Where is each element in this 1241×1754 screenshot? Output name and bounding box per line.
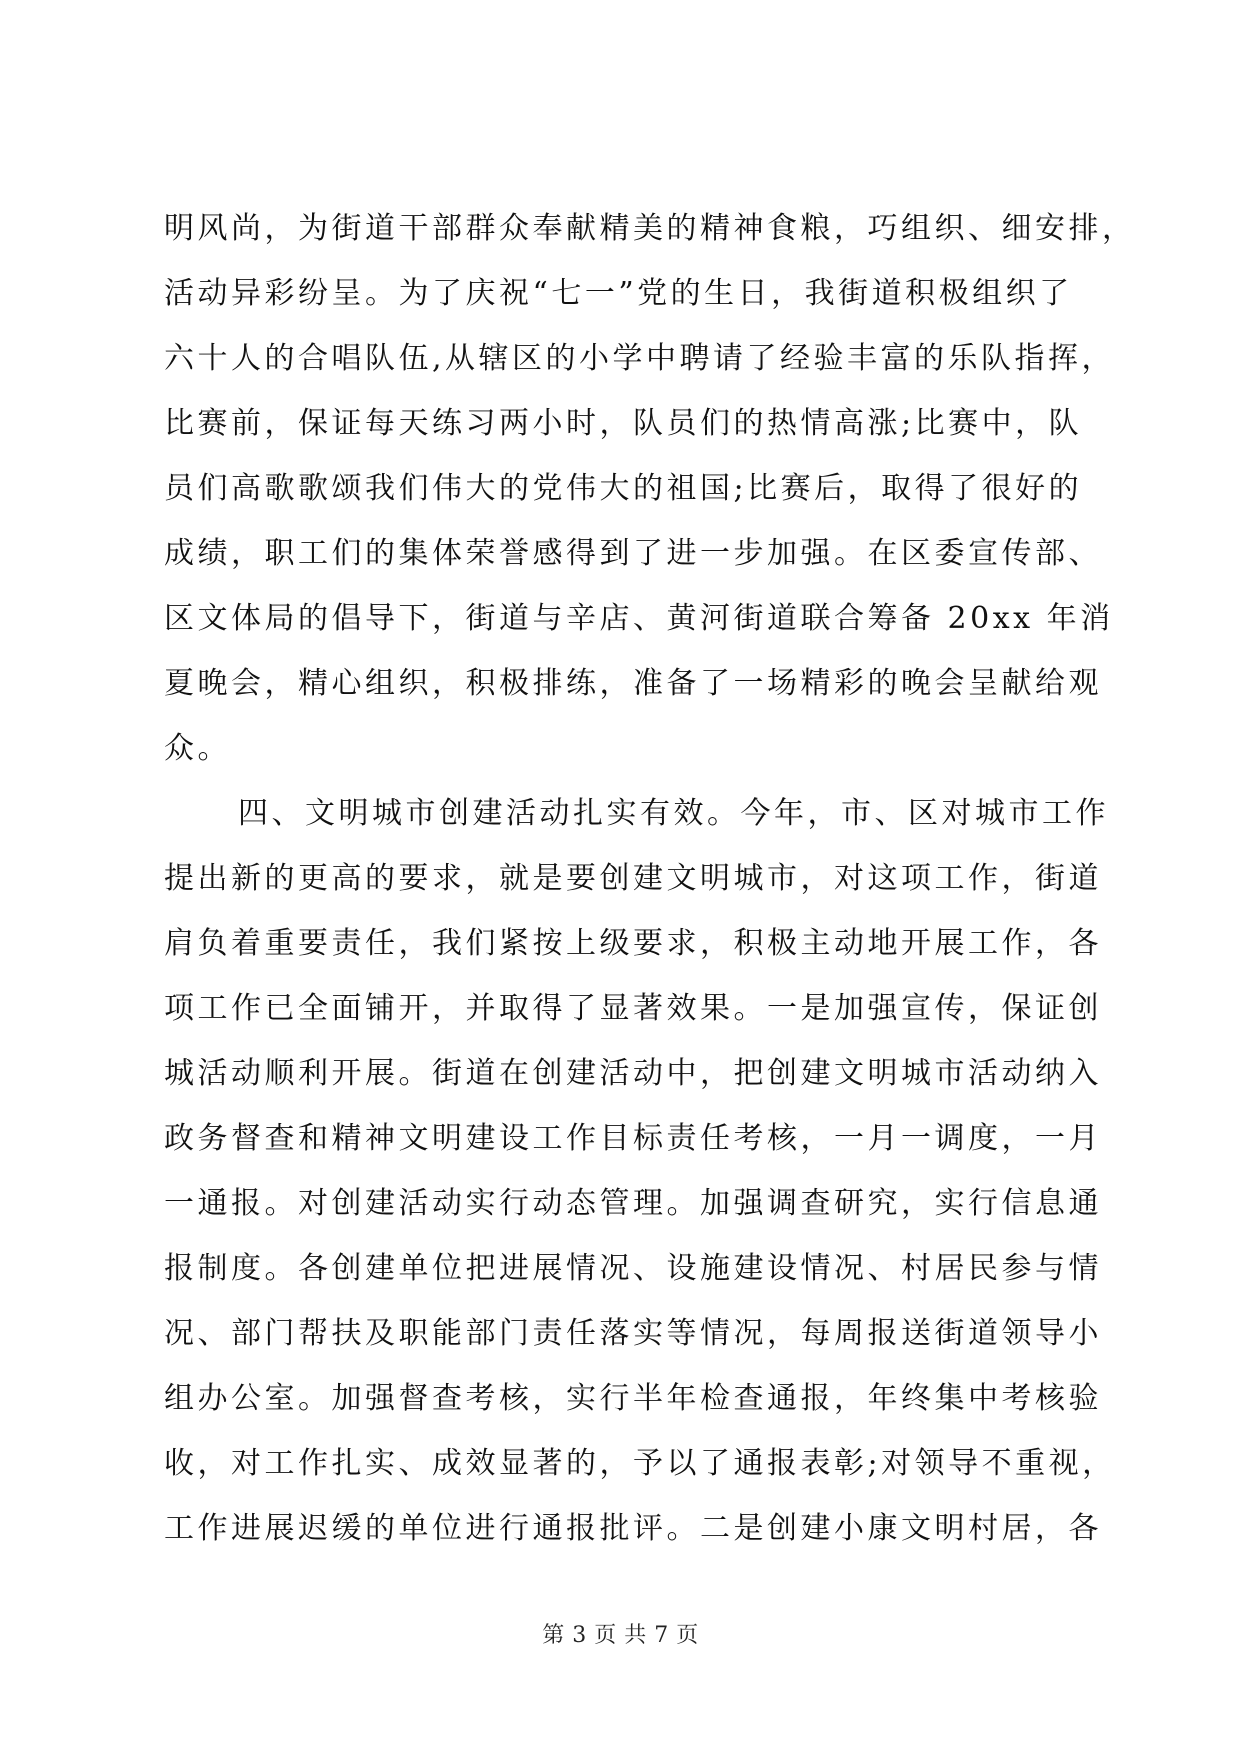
text-line: 活动异彩纷呈。为了庆祝“七一”党的生日，我街道积极组织了 <box>164 276 1073 311</box>
text-line: 项工作已全面铺开，并取得了显著效果。一是加强宣传，保证创 <box>164 991 1102 1026</box>
text-line: 况、部门帮扶及职能部门责任落实等情况，每周报送街道领导小 <box>164 1316 1102 1351</box>
document-body <box>164 196 1136 1561</box>
text-line: 收，对工作扎实、成效显著的，予以了通报表彰;对领导不重视， <box>164 1446 1116 1481</box>
text-line: 区文体局的倡导下，街道与辛店、黄河街道联合筹备 20xx 年消 <box>164 601 1114 636</box>
text-line: 政务督查和精神文明建设工作目标责任考核，一月一调度，一月 <box>164 1121 1102 1156</box>
page-number-footer: 第 3 页 共 7 页 <box>542 1623 699 1648</box>
text-line: 众。 <box>164 731 231 766</box>
text-line: 报制度。各创建单位把进展情况、设施建设情况、村居民参与情 <box>164 1251 1102 1286</box>
text-line: 员们高歌歌颂我们伟大的党伟大的祖国;比赛后，取得了很好的 <box>164 471 1083 506</box>
text-line: 工作进展迟缓的单位进行通报批评。二是创建小康文明村居，各 <box>164 1511 1102 1546</box>
text-line: 成绩，职工们的集体荣誉感得到了进一步加强。在区委宣传部、 <box>164 536 1102 571</box>
text-line: 六十人的合唱队伍,从辖区的小学中聘请了经验丰富的乐队指挥， <box>164 341 1116 376</box>
text-line: 一通报。对创建活动实行动态管理。加强调查研究，实行信息通 <box>164 1186 1102 1221</box>
section-four-heading-line: 四、文明城市创建活动扎实有效。今年，市、区对城市工作 <box>238 796 1109 831</box>
text-line: 明风尚，为街道干部群众奉献精美的精神食粮，巧组织、细安排， <box>164 211 1136 246</box>
text-line: 城活动顺利开展。街道在创建活动中，把创建文明城市活动纳入 <box>164 1056 1102 1091</box>
text-line: 提出新的更高的要求，就是要创建文明城市，对这项工作，街道 <box>164 861 1102 896</box>
text-line: 肩负着重要责任，我们紧按上级要求，积极主动地开展工作，各 <box>164 926 1102 961</box>
text-line: 组办公室。加强督查考核，实行半年检查通报，年终集中考核验 <box>164 1381 1102 1416</box>
text-line: 比赛前，保证每天练习两小时，队员们的热情高涨;比赛中，队 <box>164 406 1083 441</box>
text-line: 夏晚会，精心组织，积极排练，准备了一场精彩的晚会呈献给观 <box>164 666 1102 701</box>
